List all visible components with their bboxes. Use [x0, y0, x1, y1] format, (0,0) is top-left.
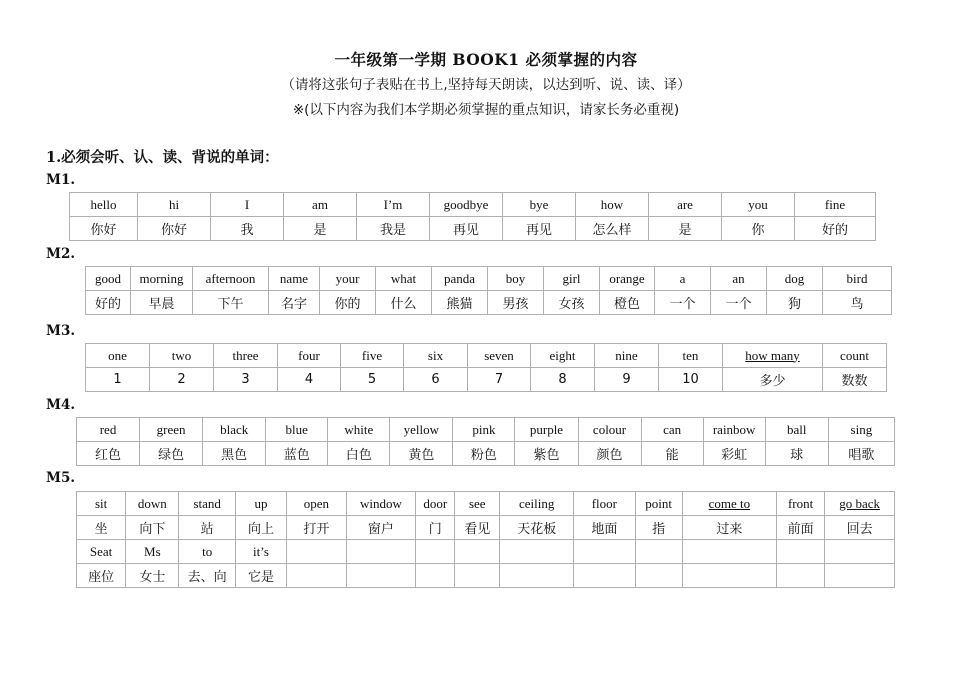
- word-english: I: [211, 193, 284, 217]
- word-english: point: [635, 492, 682, 516]
- word-chinese: 座位: [77, 564, 126, 588]
- word-english: [574, 540, 636, 564]
- word-english: down: [126, 492, 179, 516]
- module-label-m4: M4.: [46, 397, 76, 413]
- word-chinese: 你好: [70, 217, 138, 241]
- word-english: Ms: [126, 540, 179, 564]
- word-english: door: [416, 492, 455, 516]
- word-english: black: [203, 418, 266, 442]
- word-chinese: 一个: [711, 291, 767, 315]
- word-english: fine: [795, 193, 876, 217]
- word-english: am: [284, 193, 357, 217]
- word-english: sit: [77, 492, 126, 516]
- word-chinese: 你的: [320, 291, 376, 315]
- word-english: [635, 540, 682, 564]
- word-chinese: 好的: [86, 291, 131, 315]
- word-english: rainbow: [703, 418, 765, 442]
- word-english: ceiling: [500, 492, 574, 516]
- word-english: yellow: [390, 418, 453, 442]
- word-chinese: [777, 564, 825, 588]
- word-english: Seat: [77, 540, 126, 564]
- word-chinese: 天花板: [500, 516, 574, 540]
- word-english: [287, 540, 346, 564]
- word-english: colour: [578, 418, 641, 442]
- word-english: goodbye: [430, 193, 503, 217]
- word-english: white: [328, 418, 390, 442]
- word-chinese: [635, 564, 682, 588]
- table-row: [86, 267, 892, 291]
- word-chinese: 绿色: [140, 442, 203, 466]
- word-english: two: [150, 344, 214, 368]
- word-chinese: 向下: [126, 516, 179, 540]
- word-chinese: 门: [416, 516, 455, 540]
- module-label-m5: M5.: [46, 470, 76, 486]
- word-english: are: [649, 193, 722, 217]
- word-english: [500, 540, 574, 564]
- word-chinese: 打开: [287, 516, 346, 540]
- word-chinese: 向上: [235, 516, 286, 540]
- word-chinese: 我是: [357, 217, 430, 241]
- word-english: count: [823, 344, 887, 368]
- word-english: bye: [503, 193, 576, 217]
- word-english: six: [404, 344, 468, 368]
- word-chinese: 彩虹: [703, 442, 765, 466]
- word-english: girl: [544, 267, 600, 291]
- word-chinese: 一个: [655, 291, 711, 315]
- word-chinese: 5: [341, 368, 404, 392]
- word-english: [825, 540, 895, 564]
- word-chinese: 蓝色: [266, 442, 328, 466]
- word-chinese: 熊猫: [432, 291, 488, 315]
- word-chinese: 黑色: [203, 442, 266, 466]
- word-english: one: [86, 344, 150, 368]
- word-chinese: 地面: [574, 516, 636, 540]
- word-english: afternoon: [193, 267, 269, 291]
- word-chinese: 橙色: [600, 291, 655, 315]
- word-chinese: 前面: [777, 516, 825, 540]
- parent-note: ※(以下内容为我们本学期必须掌握的重点知识，请家长务必重视): [292, 102, 680, 118]
- vocab-table-m1: [69, 192, 876, 241]
- word-english: four: [278, 344, 341, 368]
- word-english: seven: [468, 344, 531, 368]
- word-chinese: 好的: [795, 217, 876, 241]
- word-english: orange: [600, 267, 655, 291]
- word-english: what: [376, 267, 432, 291]
- word-chinese: 去、向: [179, 564, 235, 588]
- word-chinese: 能: [641, 442, 703, 466]
- word-english: [346, 540, 416, 564]
- word-english: [682, 540, 776, 564]
- word-chinese: 4: [278, 368, 341, 392]
- word-english: go back: [825, 492, 895, 516]
- word-chinese: 站: [179, 516, 235, 540]
- word-chinese: [825, 564, 895, 588]
- word-english: can: [641, 418, 703, 442]
- word-chinese: 女孩: [544, 291, 600, 315]
- word-english: up: [235, 492, 286, 516]
- word-chinese: 粉色: [453, 442, 515, 466]
- word-chinese: 8: [531, 368, 595, 392]
- word-chinese: 是: [284, 217, 357, 241]
- word-chinese: [500, 564, 574, 588]
- word-chinese: 鸟: [823, 291, 892, 315]
- word-chinese: 10: [659, 368, 723, 392]
- word-chinese: [682, 564, 776, 588]
- word-english: boy: [488, 267, 544, 291]
- word-english: it’s: [235, 540, 286, 564]
- word-english: open: [287, 492, 346, 516]
- word-english: pink: [453, 418, 515, 442]
- word-chinese: 狗: [767, 291, 823, 315]
- word-chinese: 数数: [823, 368, 887, 392]
- word-english: nine: [595, 344, 659, 368]
- word-chinese: [416, 564, 455, 588]
- word-chinese: 它是: [235, 564, 286, 588]
- word-english: sing: [828, 418, 894, 442]
- table-row: [77, 540, 895, 564]
- word-english: I’m: [357, 193, 430, 217]
- word-english: good: [86, 267, 131, 291]
- word-chinese: 坐: [77, 516, 126, 540]
- table-row: [70, 193, 876, 217]
- word-chinese: 窗户: [346, 516, 416, 540]
- table-row: [77, 564, 895, 588]
- word-chinese: 我: [211, 217, 284, 241]
- word-chinese: [574, 564, 636, 588]
- word-chinese: 你好: [138, 217, 211, 241]
- vocab-table-m4: [76, 417, 895, 466]
- word-english: red: [77, 418, 140, 442]
- word-chinese: 指: [635, 516, 682, 540]
- module-label-m1: M1.: [46, 172, 76, 188]
- word-english: bird: [823, 267, 892, 291]
- word-chinese: 名字: [269, 291, 320, 315]
- table-row: [77, 442, 895, 466]
- word-chinese: 什么: [376, 291, 432, 315]
- vocab-table-m3: [85, 343, 887, 392]
- word-chinese: 再见: [430, 217, 503, 241]
- module-label-m3: M3.: [46, 323, 76, 339]
- word-english: to: [179, 540, 235, 564]
- word-chinese: 2: [150, 368, 214, 392]
- word-chinese: 红色: [77, 442, 140, 466]
- word-english: ten: [659, 344, 723, 368]
- table-row: [77, 492, 895, 516]
- module-label-m2: M2.: [46, 246, 76, 262]
- word-chinese: 回去: [825, 516, 895, 540]
- word-english: purple: [515, 418, 578, 442]
- word-english: five: [341, 344, 404, 368]
- word-english: stand: [179, 492, 235, 516]
- word-chinese: 唱歌: [828, 442, 894, 466]
- word-chinese: 看见: [455, 516, 500, 540]
- word-chinese: 紫色: [515, 442, 578, 466]
- word-chinese: 多少: [723, 368, 823, 392]
- word-english: how many: [723, 344, 823, 368]
- table-row: [70, 217, 876, 241]
- word-chinese: 1: [86, 368, 150, 392]
- word-english: see: [455, 492, 500, 516]
- word-english: a: [655, 267, 711, 291]
- word-chinese: 早晨: [131, 291, 193, 315]
- word-chinese: 球: [765, 442, 828, 466]
- word-chinese: 颜色: [578, 442, 641, 466]
- word-chinese: 是: [649, 217, 722, 241]
- word-english: [455, 540, 500, 564]
- word-english: floor: [574, 492, 636, 516]
- word-chinese: 再见: [503, 217, 576, 241]
- table-row: [77, 418, 895, 442]
- word-english: name: [269, 267, 320, 291]
- word-chinese: 女士: [126, 564, 179, 588]
- word-chinese: 7: [468, 368, 531, 392]
- table-row: [86, 368, 887, 392]
- word-english: [416, 540, 455, 564]
- section-title: 1.必须会听、认、读、背说的单词：: [46, 149, 279, 166]
- word-english: green: [140, 418, 203, 442]
- word-chinese: 你: [722, 217, 795, 241]
- word-english: [777, 540, 825, 564]
- word-chinese: 男孩: [488, 291, 544, 315]
- word-english: morning: [131, 267, 193, 291]
- word-english: ball: [765, 418, 828, 442]
- word-chinese: 怎么样: [576, 217, 649, 241]
- word-chinese: 白色: [328, 442, 390, 466]
- word-chinese: [287, 564, 346, 588]
- word-english: dog: [767, 267, 823, 291]
- page-subtitle: （请将这张句子表贴在书上,坚持每天朗读，以达到听、说、读、译）: [281, 77, 691, 93]
- table-row: [86, 291, 892, 315]
- word-chinese: [346, 564, 416, 588]
- word-chinese: 3: [214, 368, 278, 392]
- word-english: eight: [531, 344, 595, 368]
- vocab-table-m5: [76, 491, 895, 588]
- word-english: hi: [138, 193, 211, 217]
- word-english: front: [777, 492, 825, 516]
- word-chinese: 6: [404, 368, 468, 392]
- word-english: you: [722, 193, 795, 217]
- word-english: how: [576, 193, 649, 217]
- word-english: an: [711, 267, 767, 291]
- word-chinese: 过来: [682, 516, 776, 540]
- word-english: your: [320, 267, 376, 291]
- word-english: three: [214, 344, 278, 368]
- word-english: panda: [432, 267, 488, 291]
- vocab-table-m2: [85, 266, 892, 315]
- table-row: [77, 516, 895, 540]
- table-row: [86, 344, 887, 368]
- word-english: window: [346, 492, 416, 516]
- page-title: 一年级第一学期 BOOK1 必须掌握的内容: [334, 50, 638, 69]
- word-chinese: [455, 564, 500, 588]
- word-chinese: 9: [595, 368, 659, 392]
- word-english: hello: [70, 193, 138, 217]
- word-english: come to: [682, 492, 776, 516]
- word-chinese: 下午: [193, 291, 269, 315]
- word-english: blue: [266, 418, 328, 442]
- word-chinese: 黄色: [390, 442, 453, 466]
